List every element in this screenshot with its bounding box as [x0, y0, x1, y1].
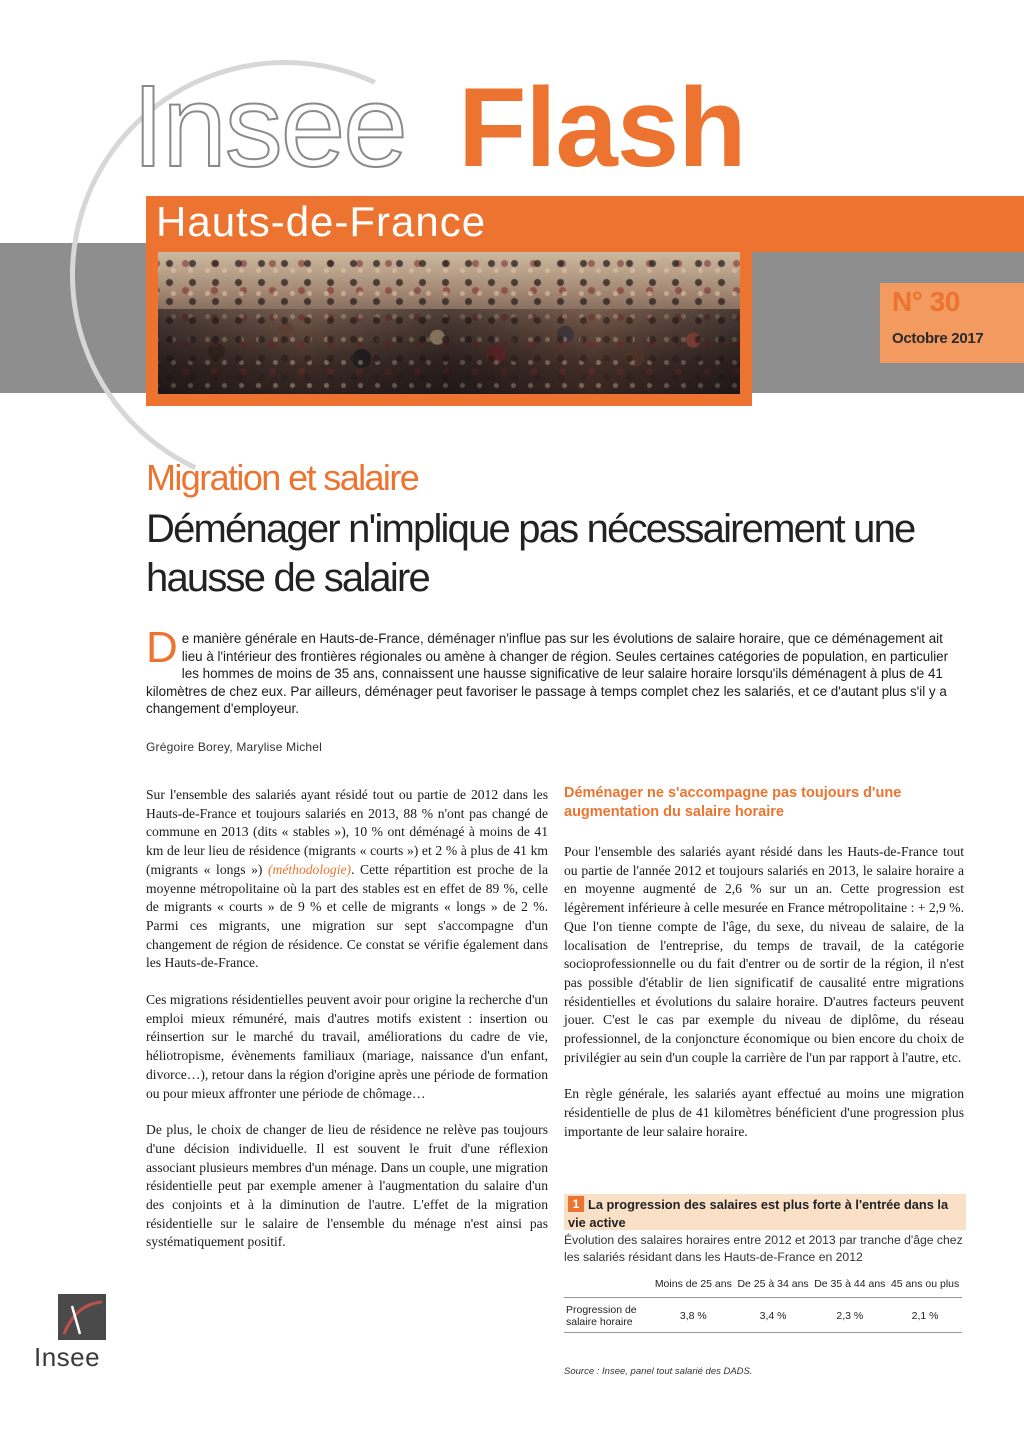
methodology-link[interactable]: (méthodologie) — [268, 861, 352, 877]
lead-dropcap: D — [146, 623, 178, 672]
insee-logo-text: Insee — [34, 1342, 101, 1372]
figure-source: Source : Insee, panel tout salarié des DADS. — [564, 1366, 753, 1377]
figure-number: 1 — [568, 1196, 584, 1212]
table-cell: 3,4 % — [735, 1298, 812, 1333]
column-header: De 25 à 34 ans — [737, 1278, 809, 1290]
salary-table — [564, 1274, 962, 1333]
issue-number — [892, 286, 960, 318]
table-cell: 2,3 % — [811, 1298, 888, 1333]
paragraph-text: Sur l'ensemble des salariés ayant résidé tout ou partie de 2012 dans les Hauts-de-France et toujours salariés en 2013, 88 % n'ont pas changé de commune en 2013 (dits « stables »), 10 % ont déménagé à moins de 41 km de leur lieu de résidence (migrants « courts ») et 2 % à plus de 41 km (migrants « longs ») — [146, 787, 548, 877]
issue-date: Octobre 2017 — [892, 330, 984, 347]
cover-photo-crowd — [146, 250, 752, 406]
issue-prefix: N° — [892, 286, 923, 317]
table-cell: 3,8 % — [652, 1298, 735, 1333]
issue-number-value: 30 — [929, 286, 960, 317]
figure-title: La progression des salaires est plus forte à l'entrée dans la vie active — [568, 1197, 949, 1230]
region-name: Hauts-de-France — [156, 198, 487, 245]
table-header-row — [564, 1274, 962, 1298]
body-column-left — [146, 786, 548, 1270]
row-label: Progression de salaire horaire — [564, 1298, 652, 1333]
figure-header — [564, 1194, 966, 1230]
article-headline: Déménager n'implique pas nécessairement une hausse de salaire — [146, 507, 915, 601]
paragraph: Ces migrations résidentielles peuvent avoir pour origine la recherche d'un emploi mieux rémunéré, mais d'autres motifs existent : insertion ou réinsertion sur le marché du travail, améliorations du cadre de vie, héliotropisme, évènements familiaux (mariage, naissance d'un enfant, divorce…), retour dans la région d'origine après une période de formation ou pour mieux affronter une période de chômage… — [146, 992, 548, 1101]
lead-text: e manière générale en Hauts-de-France, déménager n'influe pas sur les évolutions de salaire horaire, que ce déménagement ait lieu à l'intérieur des frontières régionales ou amène à changer de région. Seules certaines catégories de population, en particulier les hommes de moins de 35 ans, connaissent une hausse significative de leur salaire horaire lorsqu'ils déménagent à plus de 41 kilomètres de chez eux. Par ailleurs, déménager peut favoriser le passage à temps complet chez les salariés, et ce d'autant plus s'il y a changement d'employeur. — [146, 631, 949, 717]
body-column-right — [564, 843, 964, 1160]
paragraph: De plus, le choix de changer de lieu de résidence ne relève pas toujours d'une décision individuelle. Il est souvent le fruit d'une réflexion associant plusieurs membres d'un ménage. Dans un couple, une migration résidentielle peut par exemple amener à l'augmentation du salaire d'un des conjoints et à la diminution de l'autre. L'effet de la migration résidentielle sur le salaire de l'ensemble du ménage n'est ainsi pas systématiquement positif. — [146, 1122, 548, 1250]
insee-logo-icon — [58, 1294, 106, 1340]
section-title: Déménager ne s'accompagne pas toujours d'une augmentation du salaire horaire — [564, 785, 902, 820]
column-header: Moins de 25 ans — [654, 1278, 732, 1290]
article-authors: Grégoire Borey, Marylise Michel — [146, 740, 323, 754]
paragraph — [146, 786, 548, 973]
column-header: 45 ans ou plus — [890, 1278, 960, 1290]
paragraph: Pour l'ensemble des salariés ayant résidé dans les Hauts-de-France tout ou partie de l'année 2012 et toujours salariés en 2013, le salaire horaire a en moyenne augmenté de 2,6 % sur un an. Cette progression est légèrement inférieure à celle mesurée en France métropolitaine : + 2,9 %. Que l'on tienne compte de l'âge, du sexe, du niveau de salaire, de la localisation de l'entreprise, du temps de travail, de la catégorie socioprofessionnelle ou du fait d'entrer ou de sortir de la région, il n'est pas possible d'établir de lien significatif de causalité entre migrations résidentielles et évolutions du salaire horaire. D'autres facteurs peuvent jouer. C'est le cas par exemple du niveau de diplôme, du réseau professionnel, de la conjoncture économique ou bien encore du choix de privilégier au sein d'un couple la carrière de l'un par rapport à l'autre, etc. — [564, 844, 964, 1065]
table-corner — [564, 1274, 652, 1298]
table-cell: 2,1 % — [888, 1298, 962, 1333]
paragraph: En règle générale, les salariés ayant effectué au moins une migration résidentielle de plus de 41 kilomètres bénéficient d'une progression plus importante de leur salaire horaire. — [564, 1086, 964, 1139]
brand-insee-wordmark: Insee — [132, 61, 406, 191]
paragraph-text: . Cette répartition est proche de la moyenne métropolitaine où la part des stables est en effet de 89 %, celle de migrants « courts » de 9 % et celle de migrants « longs » de 2 %. Parmi ces migrants, une migration sur sept s'accompagne d'un changement de région de résidence. Ce constat se vérifie également dans les Hauts-de-France. — [146, 861, 548, 971]
column-header: De 35 à 44 ans — [814, 1278, 886, 1290]
table-row — [564, 1298, 962, 1333]
brand-flash-wordmark: Flash — [458, 65, 746, 190]
figure-subtitle: Évolution des salaires horaires entre 2012 et 2013 par tranche d'âge chez les salariés résidant dans les Hauts-de-France en 2012 — [564, 1233, 963, 1264]
article-lead — [146, 623, 961, 718]
article-kicker: Migration et salaire — [146, 457, 419, 498]
